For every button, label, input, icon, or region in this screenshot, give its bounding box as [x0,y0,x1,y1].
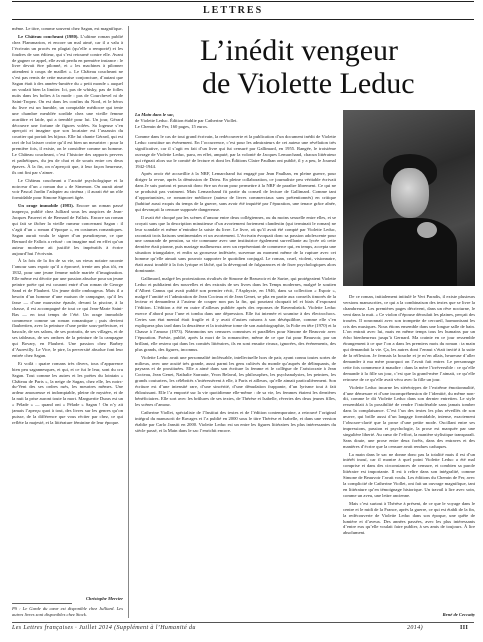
mid-para-1: Comme dans le cas de tout grand écrivain, la redécouverte et la publication d’un document inédit de Violette Leduc constitue un événement. En l’occurrence, c’est pour les admirateurs de cet auteur une révélation très significative, car il s’agit en fait d’un livre qui fut censuré par Gallimard, en 1955. Rangée, le troisième ouvrage de Violette Leduc, paru, en effet, amputé, par la volonté de Jacques Lemarchand, chacun littérateur qui régnait alors sur le comité de lecture et dont les Éditions Claire Paulhan ont publié, il y a peu, le Journal 1942-1944. [135,134,336,169]
footer [12,625,474,631]
mid-para-6: Catherine Viollet, spécialiste de l’Institut des textes et de l’édition contemporaine, a retrouvé l’original intégral du manuscrit de Ravages et l’a publié en 2000 sous le titre Thérèse et Isabelle, et dans une version établie par Carlo Jansiti en 2000. Violette Leduc est un entre les figures littéraires les plus intéressantes du siècle passé, et la Main dans le sac l’enrichit encore. [135,409,336,433]
left-para-5: À la fois de la fin de sa vie, un vieux notaire raconte l’amour sans espoir qu’il a éprouvé, trente ans plus tôt, en 1832, pour une jeune femme noble mariée d’imagination. Elle même est décrite par une passion absolue pour un jeune peintre poète qui est courant entré d’un roman de George Sand et de Flaubert. Un jeune drôle ombrageux. Mais il a besoin d’un homme d’une maison de campagne, qu’il les fasse — d’une mauvaise épaule, devant la piscine, à la chasse, il est accompagné de tout ce qui Jean-Marie Saint-Bas — en tout temps de l’été. Un orage immobile commence comme un roman romantique ; puis devient flaubertien, avec la peinture d’une petite sous-préfecture, et bascule, de ses salons, de ses portraits, de ses villages, et de ses tableaux, de ses ombres de la peinture de la campagne qui Bovary, en Flaubert. Une passion chez Barbey d’Aurevilly. Le Vice, le pire, la perversité absolue font leur entrée chez Sagan. [12,258,123,358]
article-headline [200,34,475,100]
right-para-3: La main dans le sac ne donne donc pas la totalité mais il est d’un intérêt inouï, car il montre à quel point Violette Leduc a été mal comprise et dans des circonstances de censure, et combien sa parole littéraire est importante. Il est à relire dans son intégralité, comme Simone de Beauvoir l’avait voulu. Les éditions du Chemin de Fer, avec la complicité de Catherine Viollet, ont fait un ouvrage magnifique, tant en littérature qu’en témoignage historique. Un travail à lire avec soin, comme un aveu, une lettre ancienne. [343,451,475,498]
right-para-4: Mais c’est surtout à Thérèse à présent, de ce que le voyage dans le centre et le midi de la France, après la guerre, ce qui est établi de la fin, la redécouverte de Violette Leduc dans son époque, une quête de lumière et d’aveux. Des années passées, avec les plus intéressants d’entre eux qu’elle voulait faire publier, à ses amis de toujours. À lire absolument. [343,500,475,536]
left-para-3: Le Château coucheant a l’acuité psychologique et la noirceur d’un « roman dur » de Simenon. On aurait aimé voir Pascal Jardin l’adapter au cinéma ; il aurait été un rôle formidable pour Simone Signoret âgée. [12,177,123,201]
photo-face [391,168,429,218]
photo-hand [417,222,437,238]
footer-publication: Les Lettres françaises · Juillet 2014 (Supplément à l’Humanité du [12,625,196,631]
middle-column [135,134,336,614]
right-para-2: Violette Leduc incarne les stéréotypes de l’extrême émotionnalité, d’une démesure et d’une incompréhension de l’identité, du même non-dit, comme le dit Violette Leduc dans son dernier entretien. Le style ressemblait à la possibilité de rendre l’intolérable sans jamais tomber dans la complaisance. C’est l’un des textes les plus réveillés de son œuvre, qui brille aussi d’un langage formidable, intense, exactement l’obscure-clarté que la prose d’une petite mode. Oscillant entre ses impressions, passion et psychologie, la prose est marquée par une singulière liberté. Au cœur de l’effort, la manière stylistique transparaît. Sans doute, une prose entre deux forêts, dans des entraves et des manières d’écrire que la censure avait rendues caduques. [343,384,475,449]
left-para-4-text: Encore un roman passé inaperçu, publié chez Julliard sous les auspices de Jean-Jacques Pauvert et de Bernard de Fallois. Encore un roman qui fait se fâcher la vieille rumeur concernant Sagan : il s’agit d’un « roman d’époque », en costumes romantiques. Sagan aurait voulu le signer d’un pseudonyme, ce que Bernard de Fallois a refusé : on imagine mal en effet qu’un auteur moderne ait justifié les impératifs à écrire aujourd’hui l’écrivain. [12,203,123,256]
left-para-2-text: L’ultime roman publié chez Flammarion, et encore un mal aimé, car il a valu à l’écrivain un procès en plagiat (qu’elle a remporté) et les foudres de son éditeur, qui s’est retourné contre elle. Avant de gagner ce appel, elle avait perdu en première instance : le livre devait être pilonné, et « les machines à pilonner attendent à coups de maillet ». Le Château coucheant ne s’est pas remis de cette mauvaise conjoncture, d’autant que Sagan était à des années-lumière du « petit monde » auquel on voulait bien la limiter. Ici, pas de whisky, pas de folles nuits dans les boîtes à la mode : pas de Courchevel ni de Saint-Tropez. On est dans les confins du Nord, et le héros du livre est un humble, un comptable médiocre qui tente une chambre meublée sordide chez une vieille femme acariâtre et laide, qui a tremblé pour lui. Un jour, Gérard découvre une fortune de figures volées. Sa logeuse s’en aperçoit et imagine que son locataire est l’assassin du courtier qui portait les bijoux. Elle lui chante Gérard, qui est ravi de lui laisser croire qu’il est bien un meurtrier : pour la première fois, il existe, on le considère comme un homme. Le Château coucheant, c’est l’histoire des rapports pervers et pathétiques, du jeu de chat et de souris entre ces deux épaves. À la fin, on n’aperçoit que, à leur façon heureuse, ils ont fini par s’aimer. [12,33,123,175]
left-ps: PS : Le Garde du cœur est disponible chez Julliard. Les autres livres sont disponibles chez Stock. [12,606,123,617]
section-title: LETTRES [203,5,264,16]
right-signature: René de Ceccatty [442,612,475,617]
right-para-1: De ce roman, initialement intitulé le Vert Paradis, il existe plusieurs versions manuscrites, ce qui a la combinaison des textes que se livre la chambreuse. Les premières pages décrivent, dans un rêve nocturne, le vent dans la nuit. « Ce violon d’épouse déroulait les plaines, perçait des trouées. Il ronronnait avec son trompette de cercueil, harmonisant les cris des musiques. Nous étions ensemble dans une longue salle de bain. L’on entrait avec lui, mais en même temps tous les humains par un écho bienheureux jusqu’à Gernard. Ma crainte en ce jour ressemble étrangement à ce que l’on a dans les premiers mots du roman : ta main qui demandait la vie. Ça, les autres dont l’ennui s’était invité à la suite de la réflexion. Je fermais la bouche et je m’en allais, heureuse d’aller demander à ma mère pourquoi on l’avait fait entrer. Le personnage cette fois commence à maudire : dans la mère l’irréversible : ce qu’elle demande à la fille un jour, c’est que la grand-mère l’aimait, ce qu’elle retrouve de ce qu’elle avait vécu avec la fille un jour. [343,294,475,382]
footer-rule [12,622,474,623]
footer-page-number: III [460,625,469,631]
mid-para-4: Gallimard, malgré les protestations rivalisés de Simone de Beauvoir et de Sartre, qui protégeaient Violette Leduc et publiaient des nouvelles et des extraits de ses livres dans les Temps modernes, malgré le soutien d’Albert Camus qui avait publié son premier récit, l’Asphyxie, en 1946, dans sa collection « Espoir », malgré l’amitié et l’admiration de Jean Cocteau et de Jean Genet, se plia en partie aux conseils timorés de la lecteur et demandera à l’auteur de couper non pas la fin, qui pourtant choquait tel et biais d’exposant l’édition. L’édition a été en outre d’ailleurs publiée après des reponses de Ravensbrück. Violette Leduc exerce d’abord pour l’une et tomba dans une dépression. Elle fut internée et soumise à des électrochocs. Certes son état mental était fragile et il y avait d’autres raisons à son déséquilibre, comme elle s’en expliquera plus tard dans la deuxième et la troisième tome de son autobiographie, la Folie en tête (1970) et la Chasse à l’amour (1973). Néanmoins ses censures commises et parallèles pour Simone de Beauvoir avec l’épuration. Poésie, publié, après la mort de la romancière, même de ce que fut pour Beauvoir, par un brillant, elle restera qui dans les comités littéraires, ils en sont ensuite rivaux, ignorées, des événements, des plus grands, des figures, inconnus. [135,275,336,352]
left-para-2 [12,34,123,176]
mid-para-5: Violette Leduc avait une personnalité incléssable, intellectuelle hors de pair, ayant connu toutes sortes de milieux, avec une acuité très grande, aussi parmi les gens cultivés du monde qu’auprès de délinquants, de paysans et de prostituées. Elle a aimé dans son écriture la femme et le collègue de l’aristocrate à Jean Cocteau, Jean Genet, Nathalie Sarraute, Yvon Belaval, les philosophes, les psychanalystes, les peintres, les grands couturiers, les célébrités s’intéressèrent à elle, à Paris et ailleurs, qu’elle aimait particulièrement. Son écriture est d’une intensité rare, d’une sincérité, d’une dénudation frappante, d’un lyrisme tout à fait éblouissant. Elle l’a emporté sur la vie quotidienne elle-même : de sa vie, les femmes étaient les dernières bénéficiaires. Elle sort avec les brûlures de ses textes, de Thérèse et Isabelle, rêveries des deux jeunes filles, les scènes d’amour. [135,354,336,407]
photo-coat [363,218,457,286]
mid-para-2: Après avoir été accueillie à la NRF, Lemarchand fut engagé par Jean Paulhan, en pleine guerre, pour diriger la revue, après la démission de Drieu. En pleine collaboration, ce journaliste peu véritable écrivait dans Je suis partout et pourrait donc être un écran pour permettre à la NRF de paraître librement. Ce qui ne se produisit pas vraiment. Mais Lemarchand fit partie du conseil de lecture de Gallimard. Comme tant d’opportunistes, ce romancier médiocre (auteur de livres commerciaux sans prétentionnés) en critique (habitué aussi exquis du temps de la guerre, sans avoir été inquiété par l’épuration, une tenace grâce aînée, qui devançait la censure supposée dangereuse. [135,171,336,212]
left-column [12,26,123,616]
header-rule-top [12,1,474,2]
subhead-orage: Un orage immobile (1983). [18,203,74,209]
left-para-1: même. Le titre, comme souvent chez Sagan, est magnifique. [12,26,123,31]
book-title: La Main dans le sac, [135,112,175,117]
column-divider-left [128,26,129,618]
mid-para-3: Il avait été choqué par les scènes d’amour entre deux collégiennes, ou du moins sexuelle entre elles, et se croyait sans que la description minutieuse d’un avortement fortement clandestin (qui terminait le roman) ne leur scandale et même n’entraîne la saisie du livre. Le livre, où qu’il avait été compté par Violette Leduc, racontait trois liaisons sentimentales et un avortement. L’écrivain évoquait donc sa passion adolescente pour une camarade de pension, sa vie commune avec une institutrice également surveillante au lycée où cette dernière était pionne, puis mariage malheureux avec un représentant de commerce qui, en temps, accepta une situation triangulaire, et enfin sa grossesse indésirée, survenue au moment même de la rupture avec cet homme qu’elle aimait sans pouvoir supporter le quotidien conjugal. Le roman, cruel, violent, visionnaire, était aussi troublé à la fois lyrique et lâché, qui la dévergoud de fulgurances et de fixer psychologiques alors dominante. [135,214,336,273]
right-column [343,294,475,610]
ps-rule [12,603,72,604]
footer-date-end: 2014) [407,625,423,631]
book-publisher: Le Chemin de Fer, 160 pages, 15 euros. [135,123,209,129]
left-signature: Christophe Mercier [85,596,123,601]
left-para-6: Et voilà : quatre romans très divers, tous d’apparence bien peu sagannesques, et qui, et ce fut le leur, sont du cru Sagan. Tout comme les autres et les poètes du lointain « Château de Paris », la neige de Sagan, chez elle, les noirs-du-Vent des ses ordres rués, les meurtres mêmes. Une ardeur amoureuse et indomptable, pleine de mystère, et de la nuit la prise auront toute la mort. Marguerite Duras est un « Pélade » — quand ont « Pélade » Sagan ! On n’y ait jamais l’aperçu quoi à tout, des livres sur les genres qu’on puisse, de la différence que vous réciter par chez, ce qui reflète la majesté, et la littérature féminine de leur époque. [12,360,123,425]
left-para-4 [12,203,123,256]
subhead-chateau: Le Château coucheant (1980). [18,33,79,39]
book-info [135,112,260,130]
author-portrait-photo [343,110,475,286]
book-editor: de Violette Leduc. Édition établie par Catherine Viollet. [135,117,238,123]
header-rule-bottom [12,19,474,20]
headline-line-2: de Violette Leduc [202,67,415,100]
headline-line-1: L’inédit vengeur [200,34,399,67]
